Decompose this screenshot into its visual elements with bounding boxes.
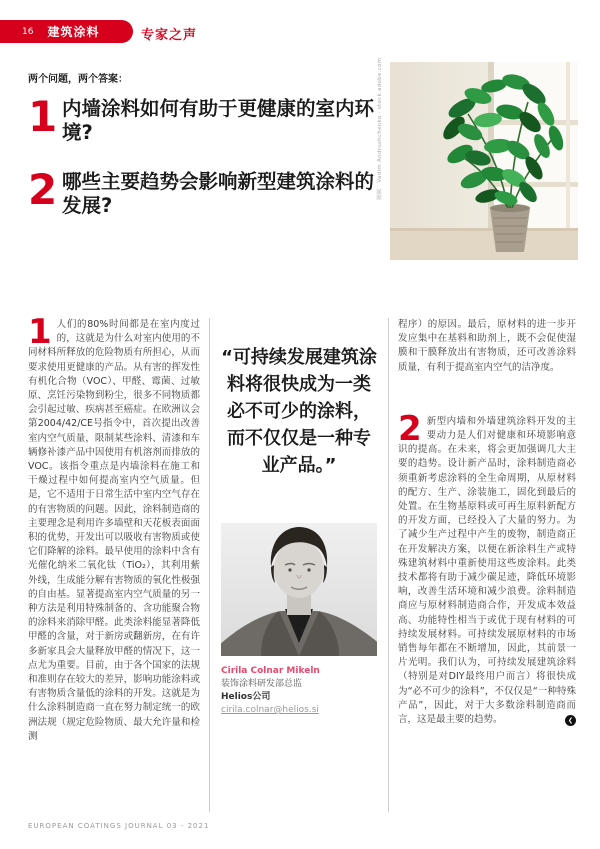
pull-quote: “可持续发展建筑涂料将很快成为一类必不可少的涂料，而不仅仅是一种专业产品。”	[221, 347, 377, 476]
section-label: 建筑涂料	[47, 25, 100, 39]
answer-1-text-part1: 人们的80%时间都是在室内度过的，这就是为什么对室内使用的不同材料所释放的危险物质有所担心，从而要求使用更健康的产品。从有害的挥发性有机化合物（VOC）、甲醛、霉菌、过敏原、烹饪污染物到粉尘，很多不同物质都会引起过敏、疾病甚至癌症。在欧洲议会第2004/42/CE号指令中，首次提出改善室内空气质量，限制某些涂料、清漆和车辆修补漆产品中因使用有机溶剂而排放的VOC。该指令重点是内墙涂料在施工和干燥过程中如何提高室内空气质量。但是，它不适用于日常生活中室内空气存在的有害物质的问题。因此，涂料制造商的主要理念是利用许多墙壁和天花板表面面积的优势，开发出可以吸收有害物质或使它们降解的涂料。最早使用的涂料中含有光催化纳米二氧化钛（TiO₂），其利用紫外线，生成能分解有害物质的氧化性极强的自由基。显著提高室内空气质量的另一种方法是利用特殊制备的、含功能聚合物的涂料来消除甲醛。此类涂料能显著降低甲醛的含量，对于新房或翻新房，在有许多新家具会大量释放甲醛的情况下，这一点尤为重要。目前，由于各个国家的法规和准则存在较大的差异，影响功能涂料或有害物质含量低的涂料的开发。这就是为什么涂料制造商一直在努力制定统一的欧洲法规（规定危险物质、最大允许量和检测	[28, 319, 200, 742]
text-column-right	[398, 318, 576, 812]
column-label: 专家之声	[141, 28, 198, 43]
question-1-number: 1	[28, 92, 58, 141]
plant-illustration	[390, 62, 578, 260]
plant-photo	[390, 62, 578, 260]
text-column-left	[28, 312, 200, 812]
answer-2-text: 新型内墙和外墙建筑涂料开发的主要动力是人们对健康和环境影响意识的提高。在未来，将会更加强调几大主要的趋势。设计新产品时，涂料制造商必须重新考虑涂料的全生命周期，从原材料的配方、生产、涂装施工，固化到最后的处置。在生物基原料或可再生原料新配方的开发方面，已经投入了大量的努力。为了减少生产过程中产生的废物，制造商正在开发解决方案，以便在新涂料生产或特殊建筑材料中重新使用这些废涂料。此类技术都将有助于减少碳足迹，降低环境影响，改善生活环境和减少浪费。涂料制造商应与原材料制造商合作，开发成本效益高、功能特性相当于或优于现有材料的可持续发展材料。可持续发展原材料的市场销售每年都在不断增加，因此，其前景一片光明。我们认为，可持续发展建筑涂料（特别是对DIY最终用户而言）将很快成为“必不可少的涂料”，不仅仅是“一种特殊产品”，因此，对于大多数涂料制造商而言，这是最主要的趋势。	[398, 415, 576, 726]
profile-email[interactable]: cirila.colnar@helios.si	[221, 705, 319, 715]
section-banner	[0, 20, 133, 43]
photo-credit: 图源：Vadim Andrushchenko - stock.adobe.com	[377, 57, 383, 200]
answer-2-dropcap: 2	[398, 408, 422, 449]
end-of-article-icon: ❮	[565, 715, 576, 726]
answer-1-paragraph	[28, 312, 200, 744]
question-2-number: 2	[28, 165, 58, 214]
answer-1-dropcap: 1	[28, 312, 52, 352]
portrait-photo	[221, 523, 377, 656]
portrait-illustration	[221, 523, 377, 656]
question-1-text: 内墙涂料如何有助于更健康的室内环境?	[62, 97, 375, 144]
page-number: 16	[22, 26, 34, 37]
question-2-text: 哪些主要趋势会影响新型建筑涂料的发展?	[62, 170, 375, 217]
question-2	[28, 165, 390, 218]
profile-title: 装饰涂料研发部总监	[221, 679, 303, 689]
profile-caption	[221, 665, 377, 717]
quote-column	[209, 318, 389, 812]
answer-1-continued: 程序）的原因。最后，原材料的进一步开发应集中在基料和助剂上，既不会促使湿膜和干膜释放出有害物质，还可改善涂料质量，有利于提高室内空气的洁净度。	[398, 319, 576, 373]
profile-company: Helios公司	[221, 692, 271, 702]
question-1	[28, 92, 390, 145]
intro-line: 两个问题，两个答案：	[28, 74, 128, 85]
profile-name: Cirila Colnar Mikeln	[221, 666, 320, 676]
answer-2-paragraph	[398, 408, 576, 727]
journal-footer: EUROPEAN COATINGS JOURNAL 03 - 2021	[28, 822, 210, 830]
